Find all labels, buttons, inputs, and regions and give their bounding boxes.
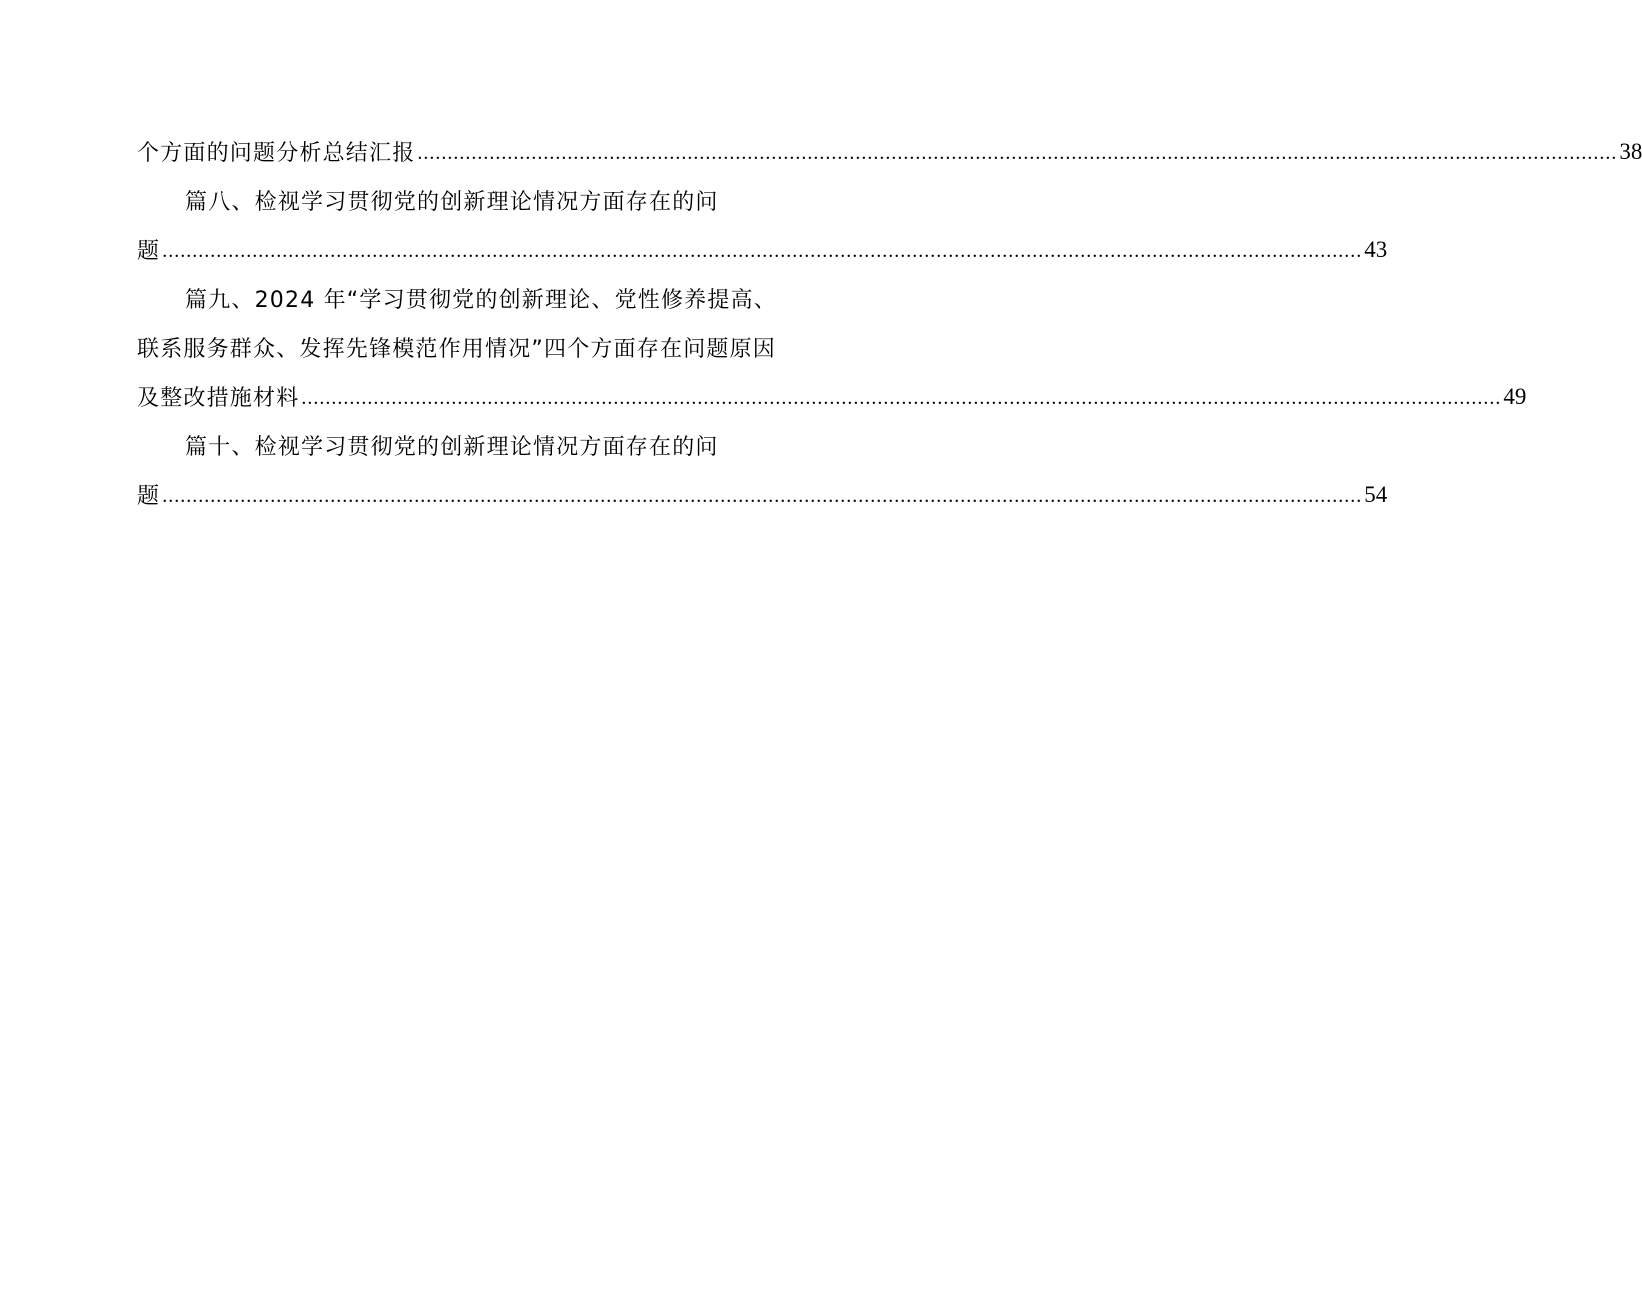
toc-dot-leader: ........................................................................................................................................................................................................ <box>162 485 1363 507</box>
toc-dot-leader: ........................................................................................................................................................................................................ <box>301 387 1502 409</box>
toc-entry-text: 题 <box>137 484 161 509</box>
toc-page-number: 43 <box>1364 236 1388 262</box>
table-of-contents <box>137 127 1642 519</box>
toc-entry-9-line-1 <box>137 274 777 323</box>
toc-page-number: 54 <box>1364 481 1388 507</box>
toc-entry-text: 篇九、2024 年“学习贯彻党的创新理论、党性修养提高、 <box>185 288 777 313</box>
toc-entry-9-line-2 <box>137 323 776 372</box>
toc-entry-8-line-1 <box>137 176 773 225</box>
toc-entry-text: 联系服务群众、发挥先锋模范作用情况”四个方面存在问题原因 <box>137 337 776 362</box>
toc-entry-text: 题 <box>137 239 161 264</box>
toc-entry-10-line-1 <box>137 421 773 470</box>
toc-dot-leader: ........................................................................................................................................................................................................ <box>417 142 1618 164</box>
toc-entry-continued-line <box>137 127 1642 176</box>
toc-entry-9-line-3 <box>137 372 1527 421</box>
toc-page-number: 49 <box>1503 383 1527 409</box>
toc-entry-text: 篇十、检视学习贯彻党的创新理论情况方面存在的问 <box>185 435 719 460</box>
toc-entry-text: 及整改措施材料 <box>137 386 300 411</box>
toc-page-number: 38 <box>1619 138 1642 164</box>
toc-entry-text: 篇八、检视学习贯彻党的创新理论情况方面存在的问 <box>185 190 719 215</box>
toc-entry-text: 个方面的问题分析总结汇报 <box>137 141 416 166</box>
toc-dot-leader: ........................................................................................................................................................................................................ <box>162 240 1363 262</box>
toc-entry-10-line-2 <box>137 470 1388 519</box>
toc-entry-8-line-2 <box>137 225 1388 274</box>
